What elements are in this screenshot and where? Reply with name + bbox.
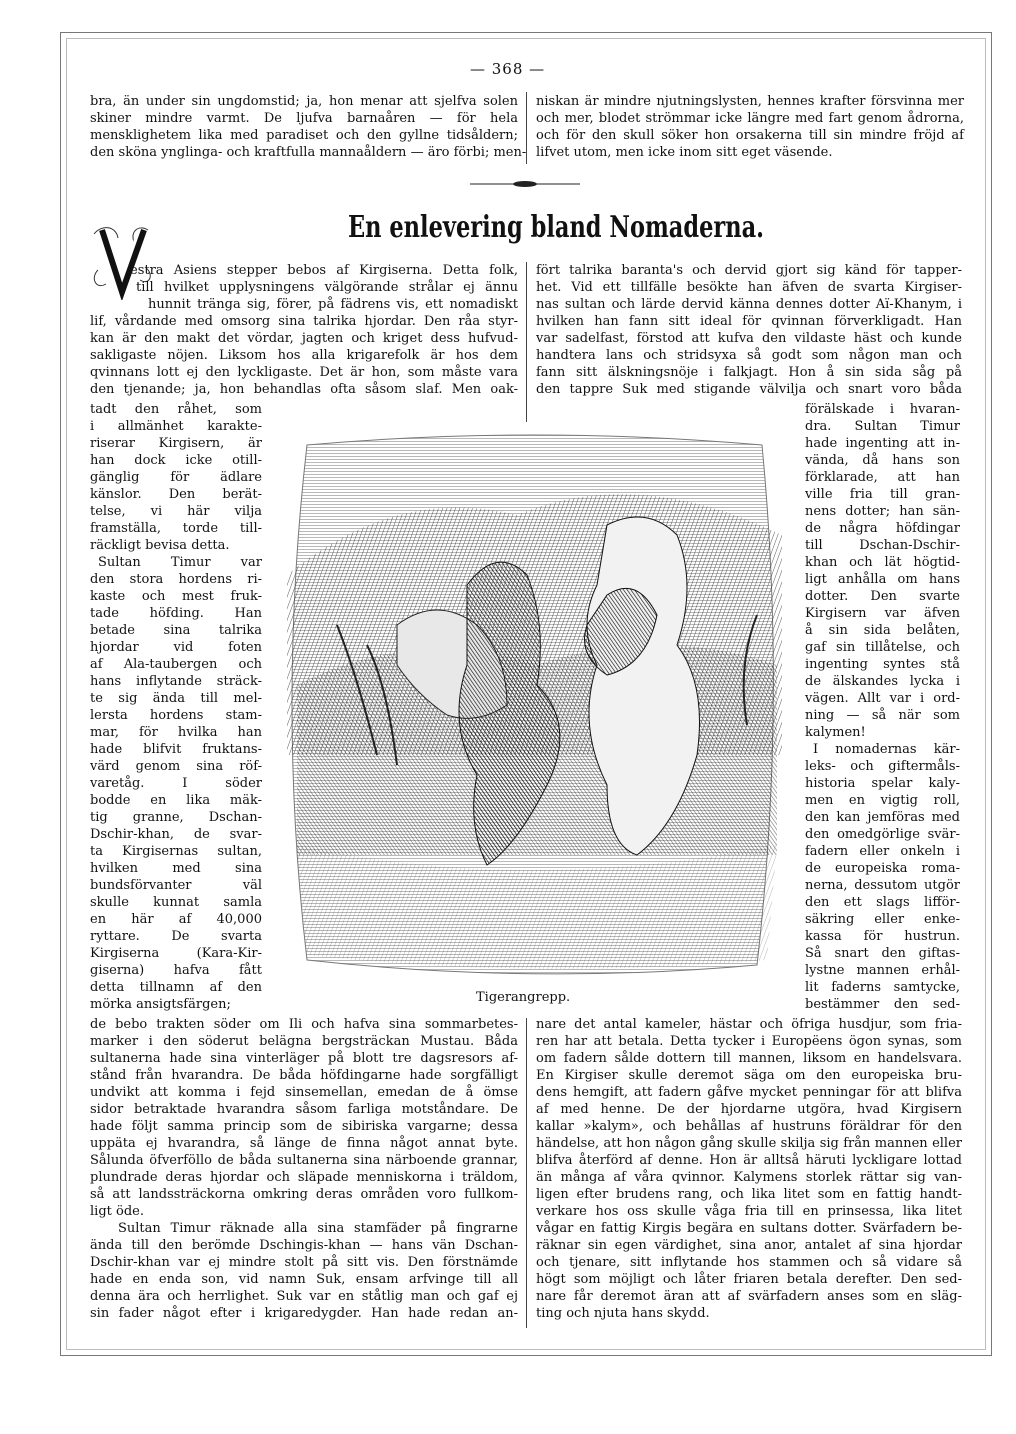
text-line: telse, vi här vilja — [90, 504, 262, 519]
text-line: hade en enda son, vid namn Suk, ensam arfvinge till all — [90, 1272, 518, 1287]
text-line: detta tillnamn af den — [90, 980, 262, 995]
text-line: till Dschan-Dschir- — [805, 538, 960, 553]
text-line: mörka ansigtsfärgen; — [90, 997, 231, 1012]
text-line: de älskandes lycka i — [805, 674, 960, 689]
text-line: den ett slags lifför- — [805, 895, 960, 910]
article-title: En enlevering bland Nomaderna. — [348, 210, 765, 245]
text-line: den tappre Suk med stigande välvilja och snart voro båda — [536, 382, 962, 397]
bottom-left-column — [90, 1016, 518, 1322]
text-line: vägen. Allt var i ord- — [805, 691, 960, 706]
text-line: Sålunda öfverföllo de båda sultanerna sina närboende grannar, — [90, 1153, 518, 1168]
text-line: ingenting syntes stå — [805, 657, 960, 672]
text-line: kan är den makt det vördar, jagten och kriget dess hufvud- — [90, 331, 518, 346]
text-line: säkring eller enke- — [805, 912, 960, 927]
text-line: bundsförvanter väl — [90, 878, 262, 893]
text-line: qvinnans lott ej den lyckligaste. Det är hon, som måste vara — [90, 365, 518, 380]
text-line: Så snart den giftas- — [805, 946, 960, 961]
text-line: sakligaste nöjen. Liksom hos alla krigarefolk är hos dem — [90, 348, 518, 363]
page-number: — 368 — — [470, 60, 546, 78]
text-line: lystne mannen erhål- — [805, 963, 960, 978]
text-line: leks- och giftermåls- — [805, 759, 960, 774]
text-line: estra Asiens stepper bebos af Kirgiserna. Detta folk, — [130, 263, 518, 278]
text-line: blifva återförd af denne. Hon är alltså härutі lyckligare lottad — [536, 1153, 962, 1168]
text-line: de bebo trakten söder om Ili och hafva sina sommarbetes- — [90, 1017, 518, 1032]
text-line: bodde en lika mäk- — [90, 793, 262, 808]
text-line: den tjenande; ja, hon behandlas ofta såsom slaf. Men oak- — [90, 382, 518, 397]
text-line: än många af våra qvinnor. Kalymens storlek rättar sig van- — [536, 1170, 962, 1185]
text-line: hvilken han fann sitt ideal för qvinnan förverkligadt. Han — [536, 314, 962, 329]
text-line: mensklighetem lika med paradiset och den gyllne tidsåldern; — [90, 128, 518, 143]
text-line: i allmänhet karakte- — [90, 419, 262, 434]
text-line: och mer, blodet strömmar icke längre med fart genom ådrorna, — [536, 111, 964, 126]
text-line: förklarade, att han — [805, 470, 960, 485]
text-line: men en vigtig roll, — [805, 793, 960, 808]
text-line: sin fader något efter i krigaredygder. Han hade redan an- — [90, 1306, 518, 1321]
text-line: te sig ända till mel- — [90, 691, 262, 706]
text-line: I nomadernas kär- — [813, 742, 960, 757]
text-line: framställa, torde till- — [90, 521, 262, 536]
text-line: om fadern sålde dottern till mannen, liksom en handelsvara. — [536, 1051, 962, 1066]
text-line: Dschir-khan var ej mindre stolt på sitt vis. Den förstnämde — [90, 1255, 518, 1270]
section-divider — [470, 180, 580, 188]
text-line: nens dotter; han sän- — [805, 504, 960, 519]
text-line: räknar sin egen värdighet, sina anor, antalet af sina hjordar — [536, 1238, 962, 1253]
text-line: så att landssträckorna omkring deras områden voro fullkom- — [90, 1187, 518, 1202]
text-line: tade höfding. Han — [90, 606, 262, 621]
text-line: lif, vårdande med omsorg sina talrika hjordar. Den råa styr- — [90, 314, 518, 329]
text-line: hunnit tränga sig, förer, på fädrens vis, ett nomadiskt — [148, 297, 518, 312]
text-line: hjordar vid foten — [90, 640, 262, 655]
text-line: khan och lät högtid- — [805, 555, 960, 570]
text-line: dotter. Den svarte — [805, 589, 960, 604]
text-line: hans inflytande sträck- — [90, 674, 262, 689]
text-line: denna ära och herrlighet. Suk var en ståtlig man och gaf ej — [90, 1289, 518, 1304]
narrow-left-column — [90, 401, 262, 1013]
text-line: ända till den berömde Dschingis-khan — hans vän Dschan- — [90, 1238, 518, 1253]
text-line: fadern eller onkeln i — [805, 844, 960, 859]
text-line: den stora hordens ri- — [90, 572, 262, 587]
text-line: uppäta ej hvarandra, så länge de finna något annat byte. — [90, 1136, 518, 1151]
text-line: ning — så när som — [805, 708, 960, 723]
text-line: af Ala-taubergen och — [90, 657, 262, 672]
text-line: den sköna ynglinga- och kraftfulla mannaåldern — äro förbi; men- — [90, 145, 527, 160]
text-line: den kan jemföras med — [805, 810, 960, 825]
tiger-attack-engraving — [277, 425, 792, 985]
text-line: giserna) hafva fått — [90, 963, 262, 978]
text-line: känslor. Den berät- — [90, 487, 262, 502]
column-rule — [526, 262, 527, 422]
text-line: af med henne. De der hjordarne utgöra, hvad Kirgisern — [536, 1102, 962, 1117]
text-line: bra, än under sin ungdomstid; ja, hon menar att sjelfva solen — [90, 94, 518, 109]
text-line: till hvilket upplysningens välgörande strålar ej ännu — [136, 280, 518, 295]
text-line: Kirgiserna (Kara-Kir- — [90, 946, 262, 961]
text-line: räckligt bevisa detta. — [90, 538, 230, 553]
text-line: stånd från hvarandra. De båda höfdingarne hade sorgfälligt — [90, 1068, 518, 1083]
intro-left-column — [90, 262, 518, 398]
text-line: niskan är mindre njutningslysten, hennes krafter försvinna mer — [536, 94, 964, 109]
text-line: å sin sida belåten, — [805, 623, 960, 638]
intro-right-column — [536, 262, 962, 398]
text-line: varetåg. I söder — [90, 776, 262, 791]
text-line: Sultan Timur var — [98, 555, 262, 570]
text-line: Dschir-khan, de svar- — [90, 827, 262, 842]
text-line: verkare hos oss skulle våga fria till en prinsessa, lika litet — [536, 1204, 962, 1219]
text-line: gänglig för ädlare — [90, 470, 262, 485]
text-line: ta Kirgisernas sultan, — [90, 844, 262, 859]
text-line: hvilken med sina — [90, 861, 262, 876]
figure-caption: Tigerangrepp. — [476, 990, 571, 1005]
text-line: undvikt att komma i fejd sinsemellan, emedan de å ömse — [90, 1085, 518, 1100]
text-line: gaf sin tillåtelse, och — [805, 640, 960, 655]
text-line: sidor betraktade hvarandra såsom farliga motståndare. De — [90, 1102, 518, 1117]
text-line: skiner mindre varmt. De ljufva barnaåren — för hela — [90, 111, 518, 126]
text-line: han dock icke otill- — [90, 453, 262, 468]
text-line: lifvet utom, men icke inom sitt eget väsende. — [536, 145, 833, 160]
text-line: kassa för hustrun. — [805, 929, 960, 944]
text-line: ligt anhålla om hans — [805, 572, 960, 587]
text-line: hade blifvit fruktans- — [90, 742, 262, 757]
text-line: högt som möjligt och låter friaren betala derefter. Den sed- — [536, 1272, 962, 1287]
narrow-right-column — [805, 401, 960, 1013]
text-line: riserar Kirgisern, är — [90, 436, 262, 451]
text-line: handtera lans och stridsyxa så godt som någon man och — [536, 348, 962, 363]
text-line: dra. Sultan Timur — [805, 419, 960, 434]
text-line: värd genom sina röf- — [90, 759, 262, 774]
text-line: händelse, att hon någon gång skulle skilja sig från mannen eller — [536, 1136, 962, 1151]
text-line: ligen efter brudens rang, och lika litet som en fattig handt- — [536, 1187, 962, 1202]
text-line: och för den skull söker hon orsakerna till sin mindre fröjd af — [536, 128, 964, 143]
text-line: förälskade i hvaran- — [805, 402, 960, 417]
text-line: lit faderns samtycke, — [805, 980, 960, 995]
text-line: skulle kunnat samla — [90, 895, 262, 910]
text-line: de europeiska roma- — [805, 861, 960, 876]
text-line: nare får deremot äran att af svärfadern anses som en släg- — [536, 1289, 962, 1304]
text-line: hade följt samma princip som de sibiriska vargarne; dessa — [90, 1119, 518, 1134]
column-rule — [526, 1018, 527, 1328]
text-line: ligt öde. — [90, 1204, 144, 1219]
column-rule — [526, 92, 527, 164]
text-line: ryttare. De svarta — [90, 929, 262, 944]
text-line: lersta hordens stam- — [90, 708, 262, 723]
text-line: och tjenare, sitt inflytande hos stammen och så vidare så — [536, 1255, 962, 1270]
text-line: Sultan Timur räknade alla sina stamfäder på fingrarne — [118, 1221, 518, 1236]
text-line: Kirgisern var äfven — [805, 606, 960, 621]
top-right-column — [536, 93, 964, 161]
text-line: nerna, dessutom utgör — [805, 878, 960, 893]
text-line: marker i den söderut belägna bergsträckan Mustau. Båda — [90, 1034, 518, 1049]
text-line: vågar en fattig Kirgis begära en sultans dotter. Svärfadern be- — [536, 1221, 962, 1236]
text-line: kalymen! — [805, 725, 866, 740]
dropcap-letter: V — [88, 220, 89, 221]
text-line: var sadelfast, förstod att kufva den vildaste häst och kunde — [536, 331, 962, 346]
text-line: fört talrika baranta's och dervid gjort sig känd för tapper- — [536, 263, 962, 278]
top-left-column — [90, 93, 527, 161]
text-line: den omedgörlige svär- — [805, 827, 960, 842]
text-line: sultanerna hade sina vinterläger på blott tre dagsresors af- — [90, 1051, 518, 1066]
text-line: ville fria till gran- — [805, 487, 960, 502]
text-line: tig granne, Dschan- — [90, 810, 262, 825]
text-line: het. Vid ett tillfälle besökte han äfven de svarta Kirgiser- — [536, 280, 962, 295]
text-line: en här af 40,000 — [90, 912, 262, 927]
text-line: historia spelar kaly- — [805, 776, 960, 791]
text-line: mar, för hvilka han — [90, 725, 262, 740]
text-line: plundrade deras hjordar och släpade menniskorna i träldom, — [90, 1170, 518, 1185]
text-line: kaste och mest fruk- — [90, 589, 262, 604]
text-line: betade sina talrika — [90, 623, 262, 638]
text-line: nare det antal kameler, hästar och öfriga husdjur, som fria- — [536, 1017, 962, 1032]
text-line: bestämmer den sed- — [805, 997, 960, 1012]
text-line: ren har att betala. Detta tycker i Europëens ögon synas, som — [536, 1034, 962, 1049]
text-line: tadt den råhet, som — [90, 402, 262, 417]
bottom-right-column — [536, 1016, 962, 1322]
text-line: de några höfdingar — [805, 521, 960, 536]
text-line: dens hemgift, att fadern gåfve mycket penningar för att blifva — [536, 1085, 962, 1100]
text-line: nas sultan och lärde dervid känna dennes dotter Aï-Khanym, i — [536, 297, 962, 312]
text-line: hade ingenting att in- — [805, 436, 960, 451]
text-line: kallar »kalym», och behållas af hustruns föräldrar för den — [536, 1119, 962, 1134]
text-line: En Kirgiser skulle deremot säga om den europeiska bru- — [536, 1068, 962, 1083]
text-line: fann sitt älskningsnöje i falkjagt. Hon å sin sida såg på — [536, 365, 962, 380]
text-line: ting och njuta hans skydd. — [536, 1306, 710, 1321]
text-line: vända, då hans son — [805, 453, 960, 468]
